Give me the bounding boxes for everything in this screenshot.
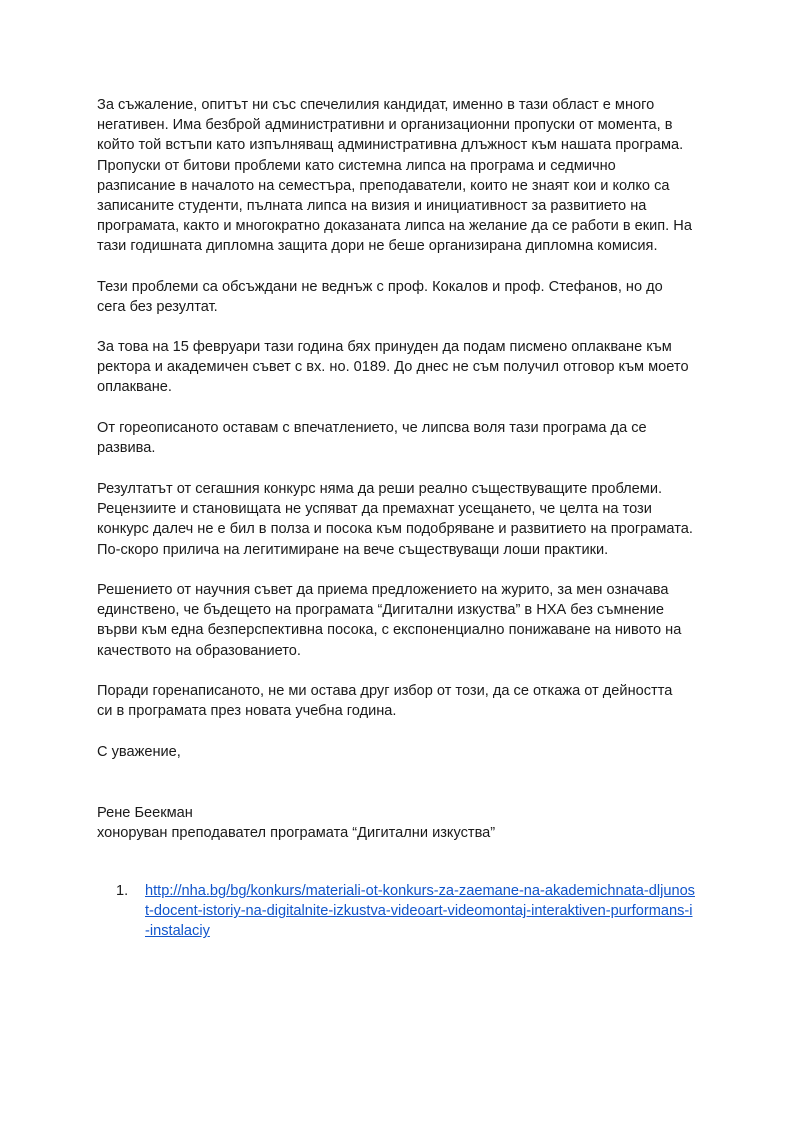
text-line: тази годишната дипломна защита дори не беше организирана дипломна комисия. (97, 238, 658, 255)
text-line: единствено, че бъдещето на програмата “Дигитални изкуства” в НХА без съмнение (97, 602, 664, 619)
reference-item (116, 881, 736, 942)
text-line: За това на 15 февруари тази година бях принуден да подам писмено оплакване към (97, 339, 672, 355)
text-line: записаните студенти, пълната липса на визия и инициативност за развитието на (97, 198, 647, 215)
text-line: си в програмата през новата учебна година. (97, 703, 397, 720)
paragraph-3 (97, 337, 717, 398)
text-line: Резултатът от сегашния конкурс няма да реши реално съществуващите проблеми. (97, 481, 663, 497)
text-line: върви към една безперспективна посока, с експоненциално понижаване на нивото на (97, 622, 682, 639)
signature-title: хоноруван преподавател програмата “Дигитални изкуства” (97, 825, 496, 842)
text-line: програмата, както и многократно доказаната липса на желание да се работи в екип. На (97, 218, 692, 235)
paragraph-1 (97, 95, 717, 257)
text-line: който той встъпи като изпълняващ административна длъжност към нашата програма. (97, 137, 684, 154)
link-line[interactable]: t-docent-istoriy-na-digitalnite-izkustva-videoart-videomontaj-interaktiven-purformans-i (145, 903, 693, 920)
closing-text: С уважение, (97, 744, 181, 760)
text-line: конкурс далеч не е бил в полза и посока към подобряване и развитието на програмата. (97, 521, 693, 538)
text-line: развива. (97, 440, 156, 457)
paragraph-6 (97, 580, 717, 661)
signature-name: Рене Беекман (97, 805, 193, 821)
text-line: Решението от научния съвет да приема предложението на журито, за мен означава (97, 582, 669, 598)
text-line: Пропуски от битови проблеми като системна липса на програма и седмично (97, 157, 616, 174)
closing-salutation (97, 742, 717, 762)
text-line: Поради горенаписаното, не ми остава друг избор от този, да се откажа от дейността (97, 683, 673, 699)
text-line: разписание в началото на семестъра, преподаватели, които не знаят кои и колко са (97, 177, 670, 194)
text-line: негативен. Има безброй административни и организационни пропуски от момента, в (97, 117, 673, 134)
paragraph-5 (97, 479, 717, 560)
text-line: оплакване. (97, 379, 172, 396)
reference-link[interactable] (145, 881, 736, 942)
text-line: Тези проблеми са обсъждани не веднъж с проф. Кокалов и проф. Стефанов, но до (97, 279, 663, 295)
link-line[interactable]: http://nha.bg/bg/konkurs/materiali-ot-konkurs-za-zaemane-na-akademichnata-dljunos (145, 883, 695, 899)
text-line: За съжаление, опитът ни със спечелилия кандидат, именно в тази област е много (97, 97, 655, 113)
signature-block (97, 803, 717, 843)
text-line: По-скоро прилича на легитимиране на вече съществуващи лоши практики. (97, 541, 609, 558)
reference-number: 1. (116, 883, 129, 899)
text-line: От гореописаното оставам с впечатлението, че липсва воля тази програма да се (97, 420, 647, 436)
text-line: качеството на образованието. (97, 642, 301, 659)
text-line: ректора и академичен съвет с вх. но. 0189. До днес не съм получил отговор към моето (97, 359, 689, 376)
paragraph-2 (97, 277, 717, 317)
paragraph-4 (97, 418, 717, 458)
text-line: сега без резултат. (97, 299, 218, 316)
text-line: Рецензиите и становищата не успяват да премахнат усещането, че целта на този (97, 501, 652, 518)
references-list (116, 881, 736, 942)
link-line[interactable]: -instalaciy (145, 923, 210, 940)
paragraph-7 (97, 681, 717, 721)
